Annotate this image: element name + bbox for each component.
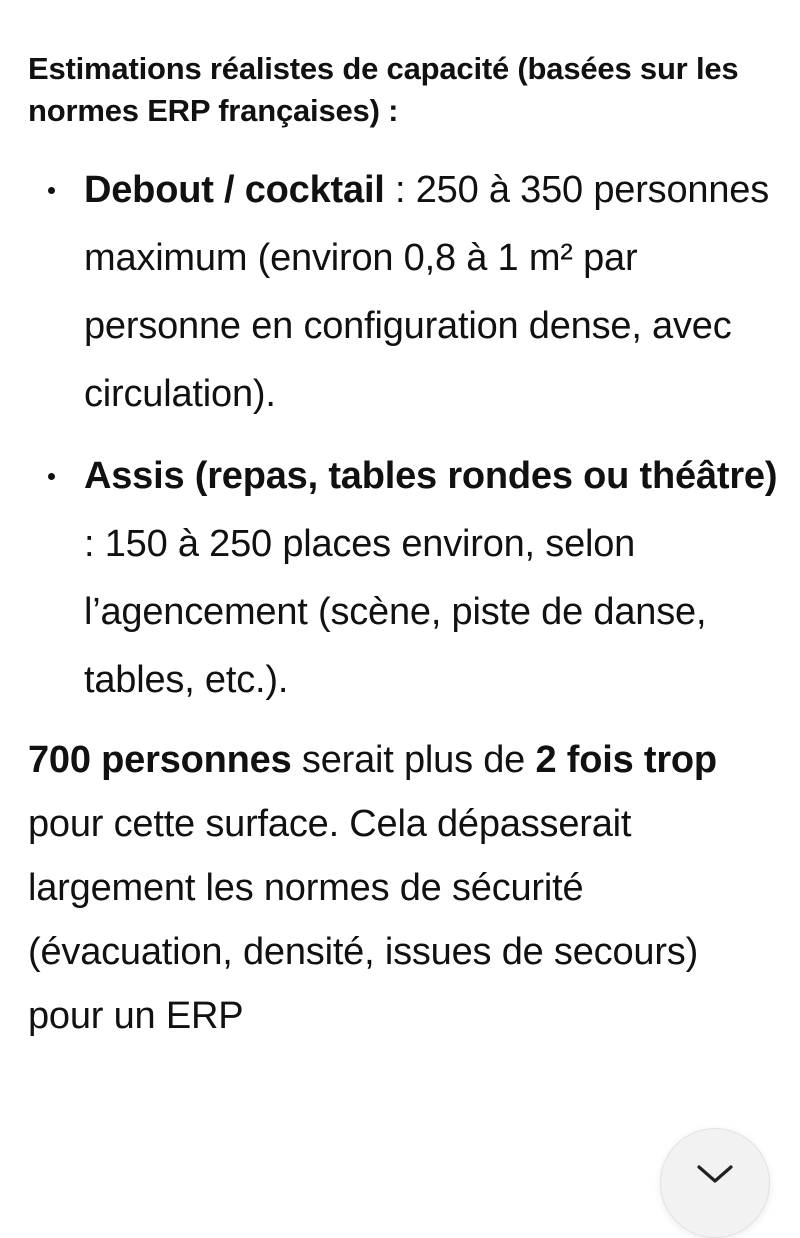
conclusion-text-2: pour cette surface. Cela dépasserait largement les normes de sécurité (évacuation, densité, issues de secours) pour un ERP bbox=[28, 803, 699, 1037]
scroll-down-button[interactable] bbox=[660, 1128, 770, 1238]
too-many-strong: 2 fois trop bbox=[535, 739, 717, 781]
standing-label: Debout / cocktail bbox=[84, 169, 385, 211]
standing-text: : 250 à 350 personnes maximum (environ 0,8 à 1 m² par personne en configuration dense, avec circulation). bbox=[84, 169, 769, 415]
capacity-conclusion bbox=[28, 728, 780, 1048]
seated-text: : 150 à 250 places environ, selon l’agencement (scène, piste de danse, tables, etc.). bbox=[84, 523, 707, 701]
list-item-standing bbox=[28, 156, 780, 428]
capacity-heading: Estimations réalistes de capacité (basées sur les normes ERP françaises) : bbox=[28, 51, 739, 128]
chevron-down-icon bbox=[695, 1162, 735, 1186]
capacity-list bbox=[28, 156, 780, 714]
seated-label: Assis (repas, tables rondes ou théâtre) bbox=[84, 455, 778, 497]
bullet-dot bbox=[48, 473, 55, 480]
list-item-seated bbox=[28, 442, 780, 714]
conclusion-text-1: serait plus de bbox=[291, 739, 536, 781]
bullet-dot bbox=[48, 187, 55, 194]
people-count-strong: 700 personnes bbox=[28, 739, 292, 781]
message-content bbox=[28, 48, 780, 1048]
